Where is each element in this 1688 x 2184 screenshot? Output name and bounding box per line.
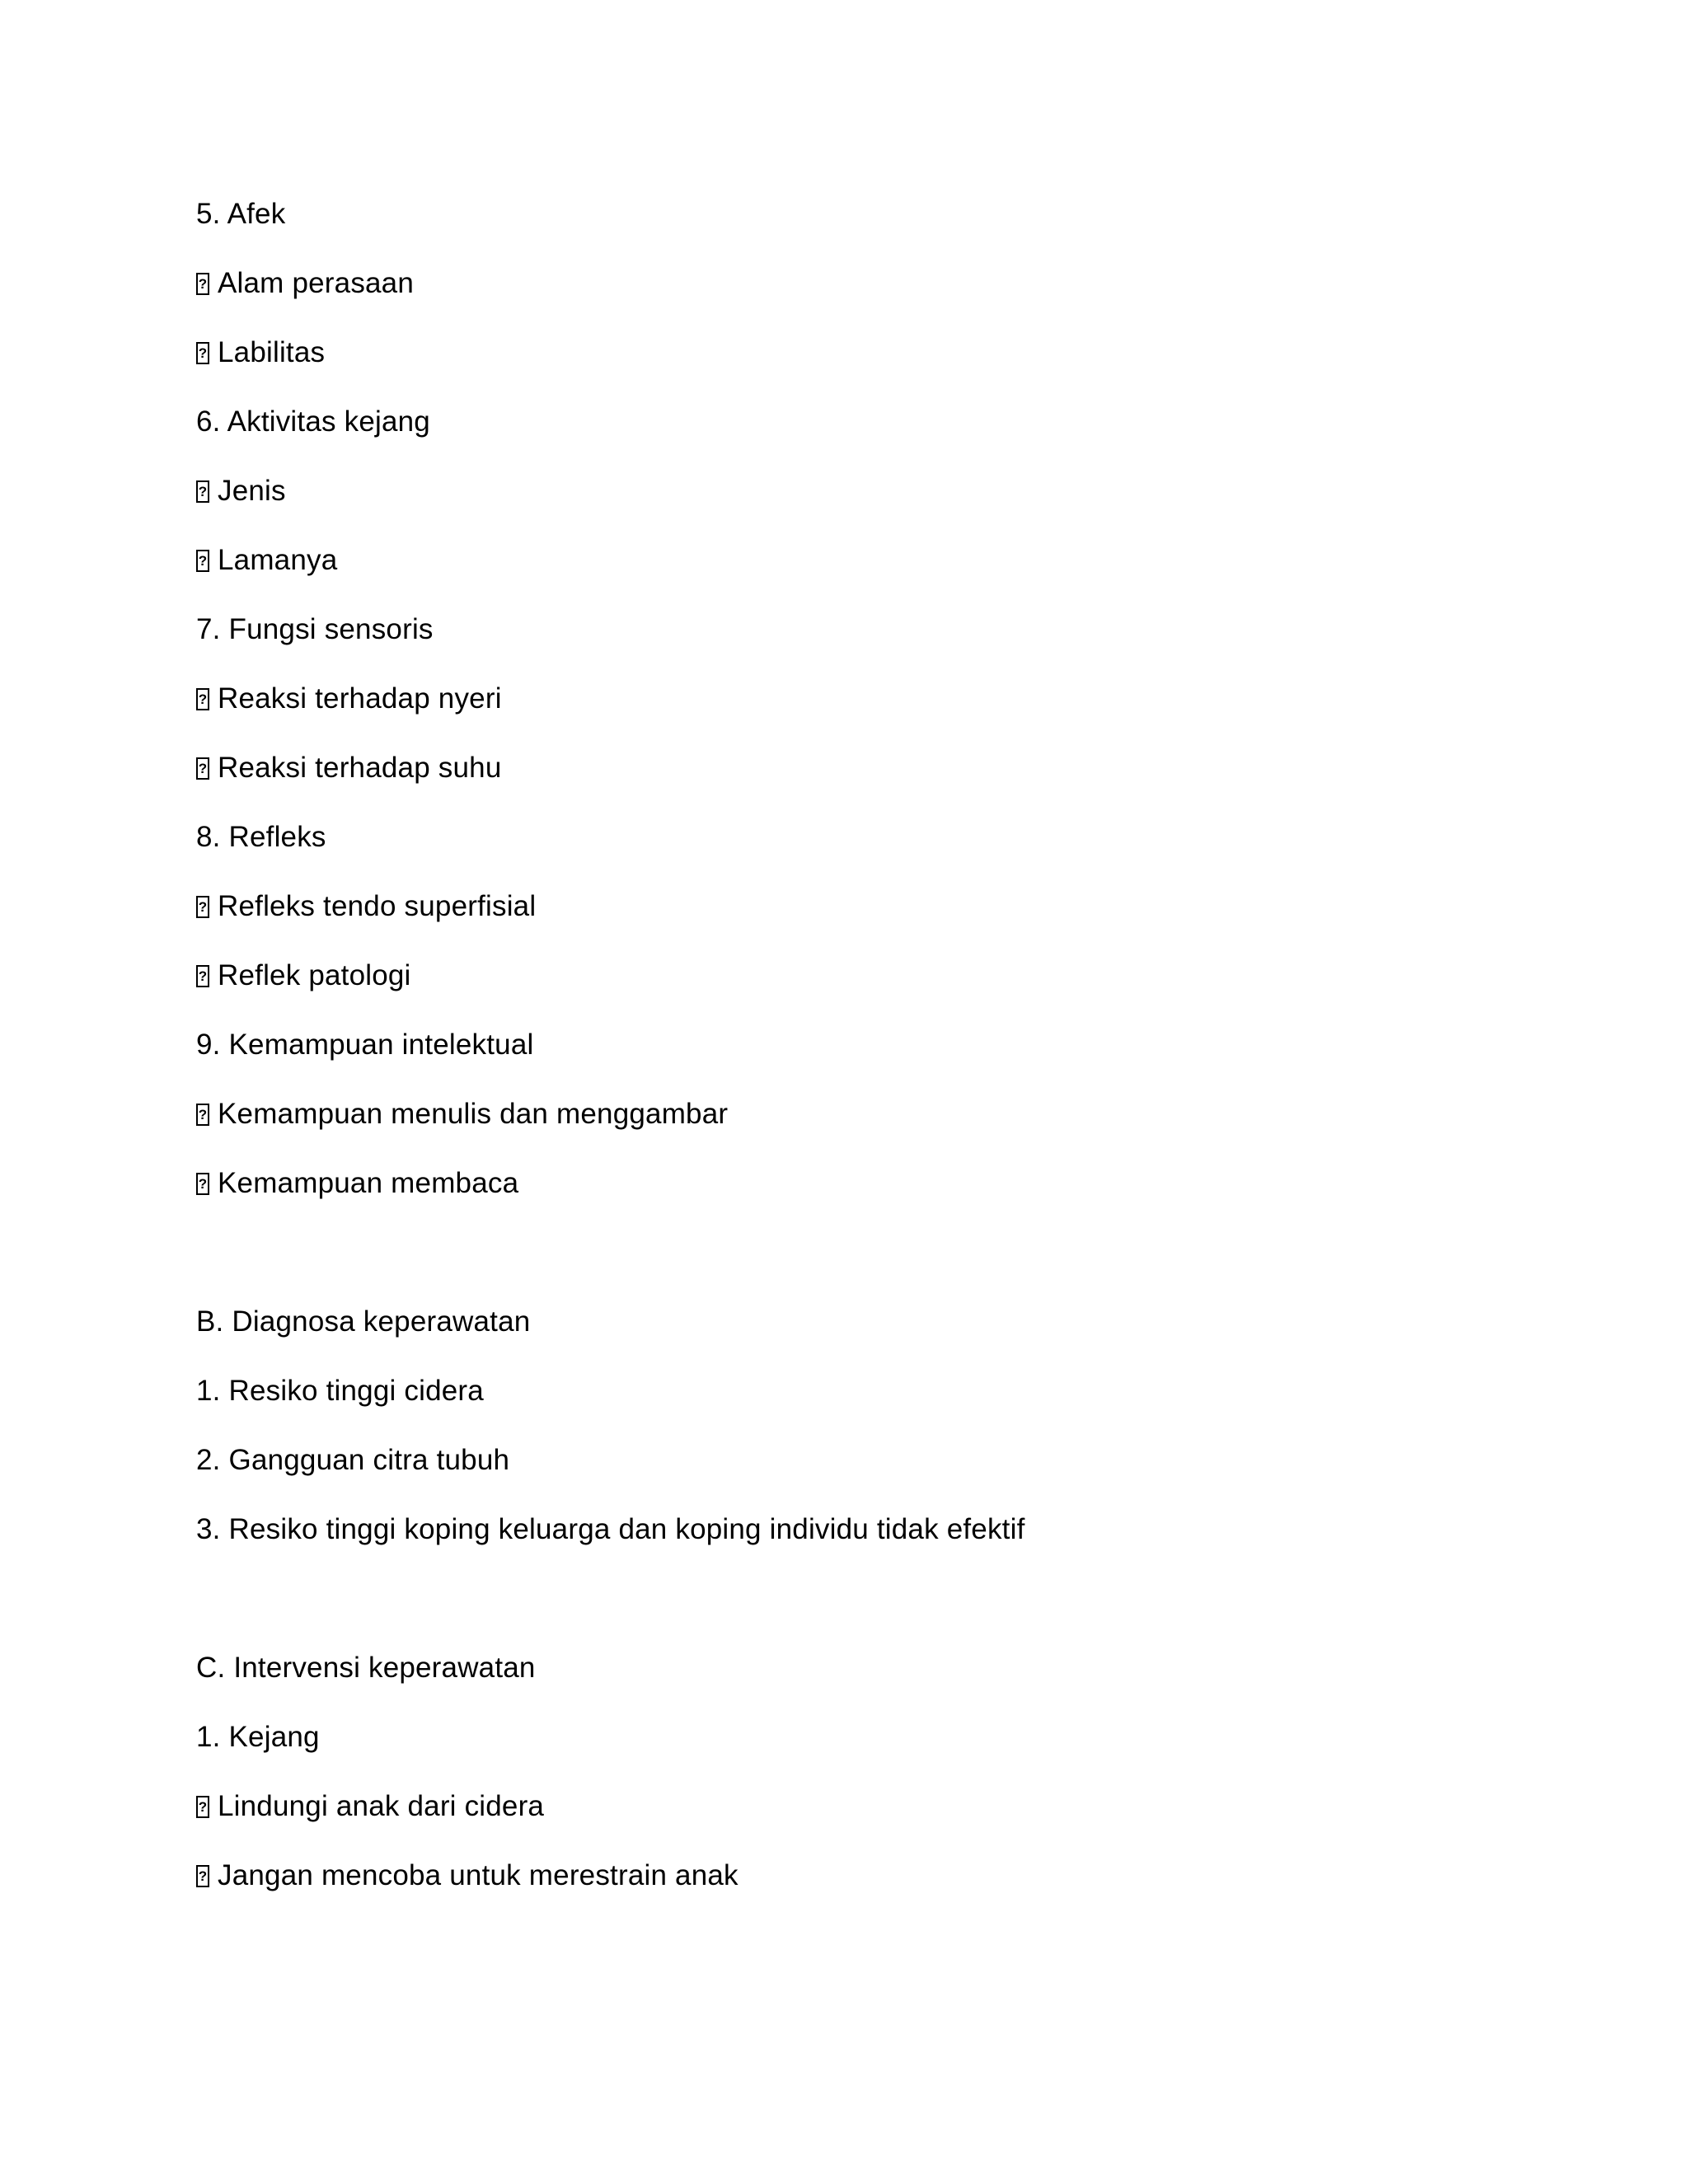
missing-glyph-bullet-icon xyxy=(196,1104,209,1126)
missing-glyph-bullet-icon xyxy=(196,1796,209,1818)
line-22-text: Lindungi anak dari cidera xyxy=(218,1790,545,1822)
missing-glyph-bullet-icon xyxy=(196,342,209,364)
line-12-text: Reflek patologi xyxy=(218,959,411,991)
bullet-item xyxy=(196,958,411,994)
line-18-text: 2. Gangguan citra tubuh xyxy=(196,1444,510,1476)
section-heading xyxy=(196,1304,530,1340)
missing-glyph-bullet-icon xyxy=(196,273,209,295)
list-item xyxy=(196,1511,1025,1548)
bullet-item xyxy=(196,1165,518,1202)
list-item xyxy=(196,404,430,440)
bullet-item xyxy=(196,542,337,579)
section-heading xyxy=(196,1650,536,1686)
bullet-item xyxy=(196,265,414,302)
line-3-text: Labilitas xyxy=(218,336,326,368)
line-14-text: Kemampuan menulis dan menggambar xyxy=(218,1098,729,1130)
bullet-item xyxy=(196,1096,728,1132)
line-19-text: 3. Resiko tinggi koping keluarga dan koping individu tidak efektif xyxy=(196,1513,1025,1545)
list-item xyxy=(196,1027,534,1063)
line-23-text: Jangan mencoba untuk merestrain anak xyxy=(218,1859,738,1891)
bullet-item xyxy=(196,1788,544,1825)
list-item xyxy=(196,1373,484,1409)
bullet-item xyxy=(196,888,536,925)
bullet-item xyxy=(196,473,286,509)
line-20-text: C. Intervensi keperawatan xyxy=(196,1652,536,1684)
line-17-text: 1. Resiko tinggi cidera xyxy=(196,1375,484,1407)
line-7-text: 7. Fungsi sensoris xyxy=(196,613,434,645)
line-1-text: 5. Afek xyxy=(196,198,286,230)
line-8-text: Reaksi terhadap nyeri xyxy=(218,682,502,715)
list-item xyxy=(196,196,285,232)
missing-glyph-bullet-icon xyxy=(196,757,209,780)
line-6-text: Lamanya xyxy=(218,544,338,576)
line-10-text: 8. Refleks xyxy=(196,821,326,853)
bullet-item xyxy=(196,335,325,371)
line-5-text: Jenis xyxy=(218,475,286,507)
line-13-text: 9. Kemampuan intelektual xyxy=(196,1029,534,1061)
missing-glyph-bullet-icon xyxy=(196,550,209,572)
list-item xyxy=(196,1442,509,1479)
line-11-text: Refleks tendo superfisial xyxy=(218,890,537,922)
list-item xyxy=(196,1719,320,1755)
missing-glyph-bullet-icon xyxy=(196,896,209,918)
bullet-item xyxy=(196,1858,738,1894)
line-16-text: B. Diagnosa keperawatan xyxy=(196,1305,531,1338)
line-2-text: Alam perasaan xyxy=(218,267,415,299)
missing-glyph-bullet-icon xyxy=(196,1173,209,1195)
missing-glyph-bullet-icon xyxy=(196,1865,209,1887)
line-21-text: 1. Kejang xyxy=(196,1721,320,1753)
missing-glyph-bullet-icon xyxy=(196,965,209,987)
bullet-item xyxy=(196,681,502,717)
missing-glyph-bullet-icon xyxy=(196,480,209,503)
line-15-text: Kemampuan membaca xyxy=(218,1167,519,1199)
list-item xyxy=(196,612,434,648)
list-item xyxy=(196,819,326,855)
line-9-text: Reaksi terhadap suhu xyxy=(218,752,502,784)
line-4-text: 6. Aktivitas kejang xyxy=(196,405,430,438)
missing-glyph-bullet-icon xyxy=(196,688,209,710)
bullet-item xyxy=(196,750,502,786)
